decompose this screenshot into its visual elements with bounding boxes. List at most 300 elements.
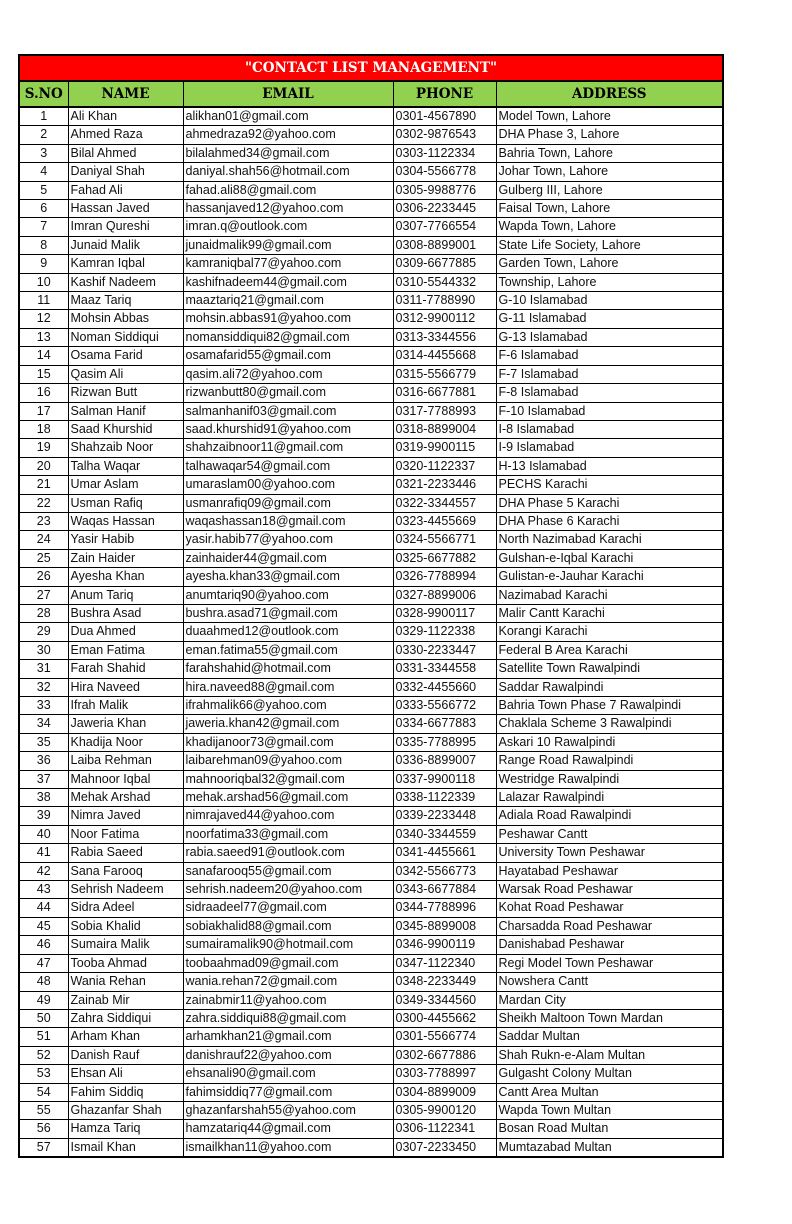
cell-email[interactable]: rizwanbutt80@gmail.com: [183, 384, 393, 402]
cell-email[interactable]: ayesha.khan33@gmail.com: [183, 568, 393, 586]
cell-phone[interactable]: 0333-5566772: [393, 697, 496, 715]
cell-phone[interactable]: 0306-2233445: [393, 200, 496, 218]
cell-sno[interactable]: 20: [19, 457, 68, 475]
cell-name[interactable]: Rabia Saeed: [68, 844, 183, 862]
cell-email[interactable]: mahnooriqbal32@gmail.com: [183, 770, 393, 788]
cell-name[interactable]: Ghazanfar Shah: [68, 1101, 183, 1119]
cell-email[interactable]: waqashassan18@gmail.com: [183, 512, 393, 530]
cell-address[interactable]: Saddar Multan: [496, 1028, 723, 1046]
cell-email[interactable]: jaweria.khan42@gmail.com: [183, 715, 393, 733]
cell-address[interactable]: Lalazar Rawalpindi: [496, 789, 723, 807]
table-row: [19, 549, 723, 567]
cell-sno[interactable]: 37: [19, 770, 68, 788]
cell-name[interactable]: Fahim Siddiq: [68, 1083, 183, 1101]
cell-address[interactable]: F-7 Islamabad: [496, 365, 723, 383]
cell-email[interactable]: ghazanfarshah55@yahoo.com: [183, 1101, 393, 1119]
cell-address[interactable]: F-8 Islamabad: [496, 384, 723, 402]
cell-phone[interactable]: 0310-5544332: [393, 273, 496, 291]
cell-address[interactable]: Federal B Area Karachi: [496, 641, 723, 659]
cell-email[interactable]: arhamkhan21@gmail.com: [183, 1028, 393, 1046]
cell-phone[interactable]: 0302-9876543: [393, 126, 496, 144]
cell-email[interactable]: junaidmalik99@gmail.com: [183, 236, 393, 254]
cell-email[interactable]: usmanrafiq09@gmail.com: [183, 494, 393, 512]
cell-phone[interactable]: 0330-2233447: [393, 641, 496, 659]
cell-address[interactable]: I-8 Islamabad: [496, 420, 723, 438]
cell-phone[interactable]: 0317-7788993: [393, 402, 496, 420]
cell-sno[interactable]: 5: [19, 181, 68, 199]
cell-name[interactable]: Laiba Rehman: [68, 752, 183, 770]
cell-name[interactable]: Sehrish Nadeem: [68, 881, 183, 899]
cell-address[interactable]: Mardan City: [496, 991, 723, 1009]
cell-address[interactable]: Bahria Town Phase 7 Rawalpindi: [496, 697, 723, 715]
cell-phone[interactable]: 0321-2233446: [393, 476, 496, 494]
cell-phone[interactable]: 0319-9900115: [393, 439, 496, 457]
table-row: [19, 292, 723, 310]
cell-sno[interactable]: 9: [19, 255, 68, 273]
cell-address[interactable]: Garden Town, Lahore: [496, 255, 723, 273]
cell-name[interactable]: Sidra Adeel: [68, 899, 183, 917]
table-row: [19, 384, 723, 402]
header-name[interactable]: NAME: [68, 81, 183, 107]
cell-address[interactable]: Cantt Area Multan: [496, 1083, 723, 1101]
cell-address[interactable]: Bahria Town, Lahore: [496, 144, 723, 162]
cell-phone[interactable]: 0337-9900118: [393, 770, 496, 788]
cell-address[interactable]: North Nazimabad Karachi: [496, 531, 723, 549]
cell-phone[interactable]: 0345-8899008: [393, 917, 496, 935]
cell-address[interactable]: Saddar Rawalpindi: [496, 678, 723, 696]
cell-phone[interactable]: 0307-7766554: [393, 218, 496, 236]
cell-address[interactable]: Wapda Town Multan: [496, 1101, 723, 1119]
header-phone[interactable]: PHONE: [393, 81, 496, 107]
cell-phone[interactable]: 0327-8899006: [393, 586, 496, 604]
cell-phone[interactable]: 0324-5566771: [393, 531, 496, 549]
cell-email[interactable]: maaztariq21@gmail.com: [183, 292, 393, 310]
cell-email[interactable]: fahad.ali88@gmail.com: [183, 181, 393, 199]
cell-email[interactable]: talhawaqar54@gmail.com: [183, 457, 393, 475]
cell-name[interactable]: Hamza Tariq: [68, 1120, 183, 1138]
cell-email[interactable]: sanafarooq55@gmail.com: [183, 862, 393, 880]
cell-sno[interactable]: 40: [19, 825, 68, 843]
cell-sno[interactable]: 21: [19, 476, 68, 494]
cell-sno[interactable]: 23: [19, 512, 68, 530]
cell-email[interactable]: toobaahmad09@gmail.com: [183, 954, 393, 972]
cell-address[interactable]: Chaklala Scheme 3 Rawalpindi: [496, 715, 723, 733]
cell-email[interactable]: zainhaider44@gmail.com: [183, 549, 393, 567]
cell-email[interactable]: salmanhanif03@gmail.com: [183, 402, 393, 420]
table-row: [19, 697, 723, 715]
cell-address[interactable]: Charsadda Road Peshawar: [496, 917, 723, 935]
cell-phone[interactable]: 0323-4455669: [393, 512, 496, 530]
cell-address[interactable]: I-9 Islamabad: [496, 439, 723, 457]
cell-name[interactable]: Bushra Asad: [68, 604, 183, 622]
cell-sno[interactable]: 22: [19, 494, 68, 512]
cell-sno[interactable]: 48: [19, 973, 68, 991]
table-row: [19, 365, 723, 383]
cell-sno[interactable]: 15: [19, 365, 68, 383]
cell-sno[interactable]: 16: [19, 384, 68, 402]
cell-phone[interactable]: 0341-4455661: [393, 844, 496, 862]
cell-email[interactable]: sumairamalik90@hotmail.com: [183, 936, 393, 954]
cell-email[interactable]: yasir.habib77@yahoo.com: [183, 531, 393, 549]
cell-sno[interactable]: 47: [19, 954, 68, 972]
cell-email[interactable]: sehrish.nadeem20@yahoo.com: [183, 881, 393, 899]
cell-sno[interactable]: 34: [19, 715, 68, 733]
cell-name[interactable]: Tooba Ahmad: [68, 954, 183, 972]
cell-email[interactable]: ahmedraza92@yahoo.com: [183, 126, 393, 144]
cell-email[interactable]: osamafarid55@gmail.com: [183, 347, 393, 365]
cell-sno[interactable]: 55: [19, 1101, 68, 1119]
cell-phone[interactable]: 0303-7788997: [393, 1065, 496, 1083]
cell-name[interactable]: Saad Khurshid: [68, 420, 183, 438]
cell-name[interactable]: Bilal Ahmed: [68, 144, 183, 162]
cell-name[interactable]: Mahnoor Iqbal: [68, 770, 183, 788]
cell-address[interactable]: DHA Phase 3, Lahore: [496, 126, 723, 144]
cell-phone[interactable]: 0348-2233449: [393, 973, 496, 991]
cell-name[interactable]: Sumaira Malik: [68, 936, 183, 954]
cell-phone[interactable]: 0329-1122338: [393, 623, 496, 641]
cell-phone[interactable]: 0334-6677883: [393, 715, 496, 733]
cell-name[interactable]: Kashif Nadeem: [68, 273, 183, 291]
cell-sno[interactable]: 17: [19, 402, 68, 420]
cell-name[interactable]: Eman Fatima: [68, 641, 183, 659]
cell-sno[interactable]: 10: [19, 273, 68, 291]
cell-name[interactable]: Zainab Mir: [68, 991, 183, 1009]
cell-sno[interactable]: 30: [19, 641, 68, 659]
cell-sno[interactable]: 25: [19, 549, 68, 567]
table-row: [19, 1065, 723, 1083]
cell-phone[interactable]: 0336-8899007: [393, 752, 496, 770]
sheet-title[interactable]: "CONTACT LIST MANAGEMENT": [19, 55, 723, 81]
cell-sno[interactable]: 31: [19, 660, 68, 678]
cell-sno[interactable]: 33: [19, 697, 68, 715]
cell-email[interactable]: sidraadeel77@gmail.com: [183, 899, 393, 917]
cell-email[interactable]: daniyal.shah56@hotmail.com: [183, 163, 393, 181]
cell-sno[interactable]: 2: [19, 126, 68, 144]
cell-sno[interactable]: 13: [19, 328, 68, 346]
cell-sno[interactable]: 28: [19, 604, 68, 622]
cell-email[interactable]: duaahmed12@outlook.com: [183, 623, 393, 641]
cell-phone[interactable]: 0340-3344559: [393, 825, 496, 843]
cell-name[interactable]: Danish Rauf: [68, 1046, 183, 1064]
cell-sno[interactable]: 57: [19, 1138, 68, 1157]
cell-address[interactable]: Gulshan-e-Iqbal Karachi: [496, 549, 723, 567]
cell-address[interactable]: Nazimabad Karachi: [496, 586, 723, 604]
cell-email[interactable]: bushra.asad71@gmail.com: [183, 604, 393, 622]
cell-phone[interactable]: 0304-5566778: [393, 163, 496, 181]
cell-phone[interactable]: 0312-9900112: [393, 310, 496, 328]
cell-phone[interactable]: 0320-1122337: [393, 457, 496, 475]
cell-phone[interactable]: 0311-7788990: [393, 292, 496, 310]
cell-name[interactable]: Ismail Khan: [68, 1138, 183, 1157]
cell-sno[interactable]: 4: [19, 163, 68, 181]
cell-sno[interactable]: 36: [19, 752, 68, 770]
cell-phone[interactable]: 0302-6677886: [393, 1046, 496, 1064]
cell-name[interactable]: Nimra Javed: [68, 807, 183, 825]
cell-name[interactable]: Noor Fatima: [68, 825, 183, 843]
cell-name[interactable]: Dua Ahmed: [68, 623, 183, 641]
cell-email[interactable]: danishrauf22@yahoo.com: [183, 1046, 393, 1064]
cell-address[interactable]: PECHS Karachi: [496, 476, 723, 494]
cell-phone[interactable]: 0328-9900117: [393, 604, 496, 622]
cell-phone[interactable]: 0342-5566773: [393, 862, 496, 880]
cell-phone[interactable]: 0309-6677885: [393, 255, 496, 273]
cell-phone[interactable]: 0305-9900120: [393, 1101, 496, 1119]
cell-phone[interactable]: 0304-8899009: [393, 1083, 496, 1101]
cell-sno[interactable]: 24: [19, 531, 68, 549]
cell-address[interactable]: Model Town, Lahore: [496, 107, 723, 126]
cell-address[interactable]: H-13 Islamabad: [496, 457, 723, 475]
cell-phone[interactable]: 0322-3344557: [393, 494, 496, 512]
cell-email[interactable]: qasim.ali72@yahoo.com: [183, 365, 393, 383]
cell-address[interactable]: DHA Phase 5 Karachi: [496, 494, 723, 512]
cell-sno[interactable]: 56: [19, 1120, 68, 1138]
cell-phone[interactable]: 0306-1122341: [393, 1120, 496, 1138]
cell-address[interactable]: Sheikh Maltoon Town Mardan: [496, 1009, 723, 1027]
cell-phone[interactable]: 0301-4567890: [393, 107, 496, 126]
cell-address[interactable]: Regi Model Town Peshawar: [496, 954, 723, 972]
cell-sno[interactable]: 11: [19, 292, 68, 310]
cell-name[interactable]: Khadija Noor: [68, 733, 183, 751]
cell-name[interactable]: Mehak Arshad: [68, 789, 183, 807]
cell-address[interactable]: Faisal Town, Lahore: [496, 200, 723, 218]
cell-name[interactable]: Sobia Khalid: [68, 917, 183, 935]
cell-name[interactable]: Zain Haider: [68, 549, 183, 567]
cell-name[interactable]: Kamran Iqbal: [68, 255, 183, 273]
cell-sno[interactable]: 3: [19, 144, 68, 162]
cell-email[interactable]: khadijanoor73@gmail.com: [183, 733, 393, 751]
cell-sno[interactable]: 38: [19, 789, 68, 807]
cell-name[interactable]: Jaweria Khan: [68, 715, 183, 733]
cell-sno[interactable]: 50: [19, 1009, 68, 1027]
cell-name[interactable]: Anum Tariq: [68, 586, 183, 604]
cell-name[interactable]: Waqas Hassan: [68, 512, 183, 530]
cell-address[interactable]: Gulistan-e-Jauhar Karachi: [496, 568, 723, 586]
cell-address[interactable]: State Life Society, Lahore: [496, 236, 723, 254]
cell-email[interactable]: ifrahmalik66@yahoo.com: [183, 697, 393, 715]
cell-address[interactable]: DHA Phase 6 Karachi: [496, 512, 723, 530]
cell-phone[interactable]: 0308-8899001: [393, 236, 496, 254]
cell-sno[interactable]: 52: [19, 1046, 68, 1064]
cell-sno[interactable]: 49: [19, 991, 68, 1009]
cell-phone[interactable]: 0338-1122339: [393, 789, 496, 807]
cell-name[interactable]: Junaid Malik: [68, 236, 183, 254]
cell-sno[interactable]: 27: [19, 586, 68, 604]
cell-email[interactable]: farahshahid@hotmail.com: [183, 660, 393, 678]
cell-sno[interactable]: 8: [19, 236, 68, 254]
cell-name[interactable]: Ifrah Malik: [68, 697, 183, 715]
cell-name[interactable]: Sana Farooq: [68, 862, 183, 880]
cell-address[interactable]: G-11 Islamabad: [496, 310, 723, 328]
table-row: [19, 770, 723, 788]
cell-phone[interactable]: 0335-7788995: [393, 733, 496, 751]
cell-email[interactable]: umaraslam00@yahoo.com: [183, 476, 393, 494]
cell-phone[interactable]: 0332-4455660: [393, 678, 496, 696]
cell-sno[interactable]: 39: [19, 807, 68, 825]
cell-sno[interactable]: 7: [19, 218, 68, 236]
cell-address[interactable]: Gulgasht Colony Multan: [496, 1065, 723, 1083]
cell-sno[interactable]: 51: [19, 1028, 68, 1046]
cell-name[interactable]: Yasir Habib: [68, 531, 183, 549]
cell-email[interactable]: sobiakhalid88@gmail.com: [183, 917, 393, 935]
cell-phone[interactable]: 0314-4455668: [393, 347, 496, 365]
cell-address[interactable]: Satellite Town Rawalpindi: [496, 660, 723, 678]
cell-email[interactable]: zahra.siddiqui88@gmail.com: [183, 1009, 393, 1027]
cell-email[interactable]: fahimsiddiq77@gmail.com: [183, 1083, 393, 1101]
cell-address[interactable]: Township, Lahore: [496, 273, 723, 291]
cell-phone[interactable]: 0313-3344556: [393, 328, 496, 346]
cell-name[interactable]: Qasim Ali: [68, 365, 183, 383]
cell-address[interactable]: Johar Town, Lahore: [496, 163, 723, 181]
cell-name[interactable]: Farah Shahid: [68, 660, 183, 678]
cell-name[interactable]: Noman Siddiqui: [68, 328, 183, 346]
cell-address[interactable]: Nowshera Cantt: [496, 973, 723, 991]
cell-email[interactable]: nimrajaved44@yahoo.com: [183, 807, 393, 825]
cell-sno[interactable]: 44: [19, 899, 68, 917]
cell-phone[interactable]: 0344-7788996: [393, 899, 496, 917]
header-address[interactable]: ADDRESS: [496, 81, 723, 107]
cell-phone[interactable]: 0347-1122340: [393, 954, 496, 972]
cell-sno[interactable]: 32: [19, 678, 68, 696]
cell-address[interactable]: University Town Peshawar: [496, 844, 723, 862]
cell-address[interactable]: Hayatabad Peshawar: [496, 862, 723, 880]
cell-address[interactable]: Westridge Rawalpindi: [496, 770, 723, 788]
cell-sno[interactable]: 45: [19, 917, 68, 935]
cell-email[interactable]: hassanjaved12@yahoo.com: [183, 200, 393, 218]
cell-email[interactable]: hamzatariq44@gmail.com: [183, 1120, 393, 1138]
cell-email[interactable]: noorfatima33@gmail.com: [183, 825, 393, 843]
cell-phone[interactable]: 0301-5566774: [393, 1028, 496, 1046]
cell-address[interactable]: G-13 Islamabad: [496, 328, 723, 346]
cell-address[interactable]: Adiala Road Rawalpindi: [496, 807, 723, 825]
cell-email[interactable]: imran.q@outlook.com: [183, 218, 393, 236]
cell-sno[interactable]: 14: [19, 347, 68, 365]
cell-address[interactable]: Malir Cantt Karachi: [496, 604, 723, 622]
cell-email[interactable]: mehak.arshad56@gmail.com: [183, 789, 393, 807]
cell-name[interactable]: Ali Khan: [68, 107, 183, 126]
cell-email[interactable]: rabia.saeed91@outlook.com: [183, 844, 393, 862]
cell-email[interactable]: wania.rehan72@gmail.com: [183, 973, 393, 991]
cell-phone[interactable]: 0349-3344560: [393, 991, 496, 1009]
cell-address[interactable]: Danishabad Peshawar: [496, 936, 723, 954]
cell-sno[interactable]: 18: [19, 420, 68, 438]
cell-name[interactable]: Wania Rehan: [68, 973, 183, 991]
cell-phone[interactable]: 0316-6677881: [393, 384, 496, 402]
cell-name[interactable]: Rizwan Butt: [68, 384, 183, 402]
cell-address[interactable]: Korangi Karachi: [496, 623, 723, 641]
cell-email[interactable]: anumtariq90@yahoo.com: [183, 586, 393, 604]
cell-name[interactable]: Mohsin Abbas: [68, 310, 183, 328]
cell-email[interactable]: bilalahmed34@gmail.com: [183, 144, 393, 162]
cell-email[interactable]: mohsin.abbas91@yahoo.com: [183, 310, 393, 328]
header-email[interactable]: EMAIL: [183, 81, 393, 107]
cell-phone[interactable]: 0318-8899004: [393, 420, 496, 438]
cell-address[interactable]: F-6 Islamabad: [496, 347, 723, 365]
cell-email[interactable]: kamraniqbal77@yahoo.com: [183, 255, 393, 273]
cell-address[interactable]: G-10 Islamabad: [496, 292, 723, 310]
cell-email[interactable]: alikhan01@gmail.com: [183, 107, 393, 126]
cell-name[interactable]: Zahra Siddiqui: [68, 1009, 183, 1027]
cell-email[interactable]: zainabmir11@yahoo.com: [183, 991, 393, 1009]
cell-sno[interactable]: 54: [19, 1083, 68, 1101]
cell-sno[interactable]: 19: [19, 439, 68, 457]
cell-phone[interactable]: 0303-1122334: [393, 144, 496, 162]
cell-email[interactable]: eman.fatima55@gmail.com: [183, 641, 393, 659]
cell-name[interactable]: Ehsan Ali: [68, 1065, 183, 1083]
cell-name[interactable]: Shahzaib Noor: [68, 439, 183, 457]
cell-name[interactable]: Daniyal Shah: [68, 163, 183, 181]
cell-address[interactable]: Shah Rukn-e-Alam Multan: [496, 1046, 723, 1064]
cell-address[interactable]: Wapda Town, Lahore: [496, 218, 723, 236]
cell-email[interactable]: kashifnadeem44@gmail.com: [183, 273, 393, 291]
cell-address[interactable]: F-10 Islamabad: [496, 402, 723, 420]
cell-email[interactable]: shahzaibnoor11@gmail.com: [183, 439, 393, 457]
cell-sno[interactable]: 53: [19, 1065, 68, 1083]
cell-sno[interactable]: 1: [19, 107, 68, 126]
cell-name[interactable]: Maaz Tariq: [68, 292, 183, 310]
header-sno[interactable]: S.NO: [19, 81, 68, 107]
cell-email[interactable]: hira.naveed88@gmail.com: [183, 678, 393, 696]
cell-name[interactable]: Ahmed Raza: [68, 126, 183, 144]
cell-sno[interactable]: 12: [19, 310, 68, 328]
cell-phone[interactable]: 0339-2233448: [393, 807, 496, 825]
cell-name[interactable]: Fahad Ali: [68, 181, 183, 199]
cell-phone[interactable]: 0343-6677884: [393, 881, 496, 899]
cell-phone[interactable]: 0325-6677882: [393, 549, 496, 567]
cell-address[interactable]: Gulberg III, Lahore: [496, 181, 723, 199]
cell-email[interactable]: ehsanali90@gmail.com: [183, 1065, 393, 1083]
cell-address[interactable]: Askari 10 Rawalpindi: [496, 733, 723, 751]
cell-phone[interactable]: 0307-2233450: [393, 1138, 496, 1157]
cell-name[interactable]: Ayesha Khan: [68, 568, 183, 586]
cell-sno[interactable]: 26: [19, 568, 68, 586]
cell-phone[interactable]: 0315-5566779: [393, 365, 496, 383]
cell-name[interactable]: Usman Rafiq: [68, 494, 183, 512]
cell-address[interactable]: Range Road Rawalpindi: [496, 752, 723, 770]
cell-name[interactable]: Hassan Javed: [68, 200, 183, 218]
cell-email[interactable]: nomansiddiqui82@gmail.com: [183, 328, 393, 346]
cell-address[interactable]: Mumtazabad Multan: [496, 1138, 723, 1157]
cell-sno[interactable]: 42: [19, 862, 68, 880]
cell-phone[interactable]: 0331-3344558: [393, 660, 496, 678]
cell-sno[interactable]: 6: [19, 200, 68, 218]
cell-email[interactable]: laibarehman09@yahoo.com: [183, 752, 393, 770]
cell-email[interactable]: saad.khurshid91@yahoo.com: [183, 420, 393, 438]
cell-phone[interactable]: 0305-9988776: [393, 181, 496, 199]
cell-address[interactable]: Kohat Road Peshawar: [496, 899, 723, 917]
cell-phone[interactable]: 0300-4455662: [393, 1009, 496, 1027]
cell-sno[interactable]: 46: [19, 936, 68, 954]
cell-sno[interactable]: 35: [19, 733, 68, 751]
cell-phone[interactable]: 0346-9900119: [393, 936, 496, 954]
cell-name[interactable]: Imran Qureshi: [68, 218, 183, 236]
cell-address[interactable]: Peshawar Cantt: [496, 825, 723, 843]
cell-email[interactable]: ismailkhan11@yahoo.com: [183, 1138, 393, 1157]
table-row: [19, 807, 723, 825]
cell-sno[interactable]: 43: [19, 881, 68, 899]
cell-address[interactable]: Warsak Road Peshawar: [496, 881, 723, 899]
cell-name[interactable]: Umar Aslam: [68, 476, 183, 494]
cell-name[interactable]: Salman Hanif: [68, 402, 183, 420]
cell-name[interactable]: Osama Farid: [68, 347, 183, 365]
cell-sno[interactable]: 29: [19, 623, 68, 641]
cell-name[interactable]: Arham Khan: [68, 1028, 183, 1046]
cell-sno[interactable]: 41: [19, 844, 68, 862]
cell-name[interactable]: Hira Naveed: [68, 678, 183, 696]
cell-phone[interactable]: 0326-7788994: [393, 568, 496, 586]
cell-address[interactable]: Bosan Road Multan: [496, 1120, 723, 1138]
table-row: [19, 936, 723, 954]
cell-name[interactable]: Talha Waqar: [68, 457, 183, 475]
